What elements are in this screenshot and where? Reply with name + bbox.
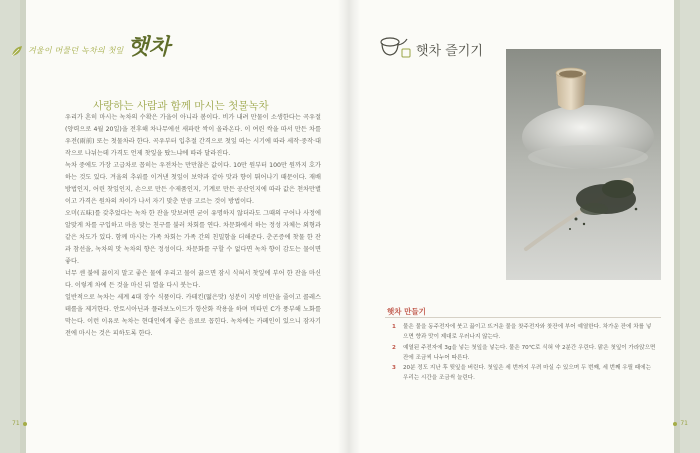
page-number-left — [12, 420, 27, 427]
step-number: 1 — [392, 324, 396, 330]
tea-photo — [506, 49, 661, 280]
book-edge-left — [0, 0, 26, 453]
right-page-title: 햇차 즐기기 — [416, 44, 483, 59]
leaf-ornament-icon — [10, 44, 24, 58]
chapter-title: 햇차 — [127, 34, 170, 60]
body-paragraph: 녹차 중에도 가장 고급차로 꼽히는 우전차는 만만찮은 값이다. 10만 원부터 100만 원까지 호가하는 것도 있다. 겨울의 추위를 이겨낸 첫잎이 보약과 같아 맛과 향이 뛰어나기 때문이다. 재배 방법인지, 어린 찻잎인지, 손으로 만든 수제품인지, 기계로 만든 공산인지에 따라 값은 천차만별이고 가격은 원차의 차이가 나서 자기 맞춘 만큼 고르는 것이 방법이다. — [65, 162, 321, 205]
recipe-step — [392, 363, 656, 384]
step-text: 예열된 주전자에 3g을 넣는 첫잎을 넣는다. 물은 70℃로 식혀 약 2분간 우린다. 맑은 첫잎이 가라앉으면 잔에 조금씩 나누어 따른다. — [403, 344, 656, 361]
step-text: 물은 물을 동주전자에 붓고 끓이고 뜨거운 물을 찻주전자와 찻잔에 부어 예열한다. 차가운 잔에 차를 넣으면 향과 맛이 제대로 우러나지 않는다. — [403, 324, 652, 341]
page-dot-icon — [673, 422, 677, 426]
step-text: 20분 정도 지난 후 뒷잎을 버린다. 첫잎은 세 번까지 우려 마실 수 있으며 두 번째, 세 번째 우릴 때에는 우리는 시간을 조금씩 늘린다. — [403, 365, 652, 382]
body-paragraph: 일반적으로 녹차는 세계 4대 장수 식품이다. 카테킨(떫은맛) 성분이 지방 비만을 줄이고 콜레스테롤을 제거한다. 안토시아닌과 플라보노이드가 항산화 작용을 하며 비타민 C가 풍부해 노화를 막는다. 이런 이유로 녹차는 현대인에게 좋은 음료로 꼽힌다. 녹차에는 카페인이 있으니 잠자기 전에 마시는 것은 피하도록 한다. — [65, 294, 321, 337]
step-number: 2 — [392, 344, 396, 351]
book-edge-right — [674, 0, 700, 453]
body-paragraph: 너무 센 불에 끓이지 말고 좋은 물에 우리고 물이 끓으면 잠시 식혀서 찻잎에 부어 한 잔을 마신다. 이렇게 차에 든 것을 마신 뒤 열을 다시 붓는다. — [65, 270, 321, 289]
page-dot-icon — [23, 422, 27, 426]
page-number-right — [673, 420, 688, 427]
recipe-step — [392, 322, 656, 343]
page-number-text: 71 — [680, 420, 688, 427]
chapter-subtitle: 겨울이 머물던 녹차의 첫잎 — [28, 46, 124, 55]
teapot-icon — [378, 34, 412, 60]
body-paragraph: 오미(五味)를 갖추었다는 녹차 한 잔을 맛보려면 굳이 유명하지 않더라도 그때의 구어나 사정에 알맞게 차를 구입하고 마음 맞는 친구를 불러 차회를 연다. 차문화에서 하는 정성 자체는 외형과 같은 차도가 있다. 함께 마시는 가족 차회는 가족 간의 친밀함을 더해준다. 춘곤증에 찻물 한 잔과 참선을, 녹차의 맛 녹차의 향은 정성이다. 차문화를 구할 수 없다면 녹차 향이 감도는 물이면 좋다. — [65, 210, 321, 265]
article-body — [65, 112, 321, 340]
recipe-heading: 햇차 만들기 — [387, 307, 426, 316]
step-number: 3 — [392, 365, 396, 372]
book-gutter — [338, 0, 360, 453]
page-number-text: 71 — [12, 420, 20, 427]
section-heading: 사랑하는 사람과 함께 마시는 첫물녹차 — [93, 100, 269, 112]
recipe-step — [392, 343, 656, 364]
body-paragraph: 우리가 흔히 마시는 녹차의 수확은 가을이 아니라 봄이다. 비가 내려 만물이 소생한다는 곡우절(양력으로 4월 20일)을 전후해 차나무에선 새파란 싹이 올라온다. 이 여린 싹을 따서 만든 차를 우전(雨前) 또는 첫물차라 한다. 곡우부터 입추절 간격으로 첫잎 따는 시기에 따라 세작·중작·대작으로 나뉘는데 가격도 언제 찻잎을 땄느냐에 따라 달라진다. — [65, 114, 321, 157]
chapter-header — [10, 36, 170, 58]
recipe-steps — [392, 322, 656, 384]
recipe-divider — [385, 317, 661, 318]
